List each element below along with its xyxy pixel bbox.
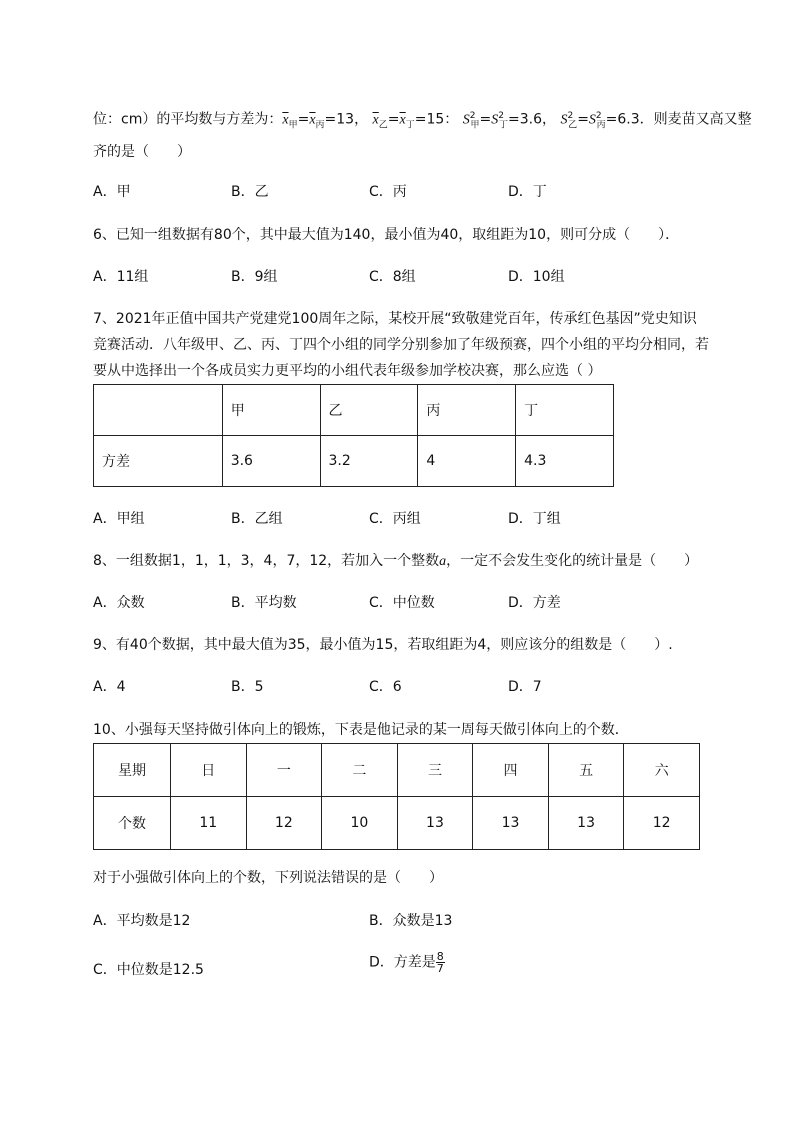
q6-option-b[interactable]: B．9组 xyxy=(231,269,278,285)
q9-option-c[interactable]: C．6 xyxy=(369,679,402,695)
q8-option-b[interactable]: B．平均数 xyxy=(231,595,297,611)
table-cell: 12 xyxy=(246,797,322,850)
q9-option-b[interactable]: B．5 xyxy=(231,679,264,695)
table-header: 五 xyxy=(548,744,624,797)
table-cell: 4.3 xyxy=(516,436,614,487)
q10-option-d[interactable]: D．方差是 $\frac{8}{7}$ xyxy=(369,950,444,975)
q5-option-c[interactable]: C．丙 xyxy=(369,184,407,200)
q5-option-b[interactable]: B．乙 xyxy=(231,184,269,200)
q7-stem-line1: 7、2021年正值中国共产党建党100周年之际，某校开展“致敬建党百年，传承红色基因”党史知识 xyxy=(93,311,697,327)
table-cell: 12 xyxy=(624,797,700,850)
q9-option-a[interactable]: A．4 xyxy=(93,679,126,695)
table-row-label: 方差 xyxy=(94,436,223,487)
q6-option-c[interactable]: C．8组 xyxy=(369,269,416,285)
table-header: 六 xyxy=(624,744,700,797)
q5-option-d[interactable]: D．丁 xyxy=(508,184,547,200)
q10-stem: 10、小强每天坚持做引体向上的锻炼，下表是他记录的某一周每天做引体向上的个数． xyxy=(93,722,629,738)
table-header: 丁 xyxy=(516,385,614,436)
q10-question: 对于小强做引体向上的个数，下列说法错误的是（ ） xyxy=(93,870,443,886)
q6-option-d[interactable]: D．10组 xyxy=(508,269,565,285)
q5-option-a[interactable]: A．甲 xyxy=(93,184,131,200)
q7-option-b[interactable]: B．乙组 xyxy=(231,511,283,527)
table-cell: 13 xyxy=(397,797,473,850)
table-header: 甲 xyxy=(222,385,320,436)
q5-line2: 齐的是（ ） xyxy=(93,144,191,160)
q8-option-d[interactable]: D．方差 xyxy=(508,595,561,611)
table-header: 三 xyxy=(397,744,473,797)
q6-option-a[interactable]: A．11组 xyxy=(93,269,149,285)
q7-stem-line3: 要从中选择出一个各成员实力更平均的小组代表年级参加学校决赛，那么应选（ ） xyxy=(93,363,602,379)
table-header: 乙 xyxy=(320,385,418,436)
table-row xyxy=(94,436,614,487)
table-header: 日 xyxy=(171,744,247,797)
q6-stem: 6、已知一组数据有80个，其中最大值为140，最小值为40，取组距为10，则可分成（ ）． xyxy=(93,227,680,243)
q10-option-a[interactable]: A．平均数是12 xyxy=(93,913,191,929)
q8-option-a[interactable]: A．众数 xyxy=(93,595,145,611)
table-row xyxy=(94,744,700,797)
table-header: 星期 xyxy=(94,744,171,797)
q10-pullup-table xyxy=(93,743,700,850)
q7-stem-line2: 竞赛活动．八年级甲、乙、丙、丁四个小组的同学分别参加了年级预赛，四个小组的平均分相同，若 xyxy=(93,337,709,353)
q8-stem: 8、一组数据1，1，1，3，4，7，12，若加入一个整数a，一定不会发生变化的统计量是（ ） xyxy=(93,553,699,569)
table-row-label: 个数 xyxy=(94,797,171,850)
table-header: 二 xyxy=(322,744,398,797)
table-cell xyxy=(94,385,223,436)
fraction: $\frac{8}{7}$ xyxy=(436,950,444,975)
q10-option-c[interactable]: C．中位数是12.5 xyxy=(93,962,204,978)
table-cell: 4 xyxy=(418,436,516,487)
table-cell: 13 xyxy=(473,797,549,850)
table-cell: 11 xyxy=(171,797,247,850)
q5-line1: 位：cm）的平均数与方差为：$\overline{x}_甲=\overline{x}_丙=13$， $\overline{x}_乙=\overline{x}_丁=15$： $S^2_甲=S^2_丁=3.6$， $S^2_乙=S^2_丙=6.3$．则麦苗又高又整 xyxy=(93,111,752,131)
table-header: 丙 xyxy=(418,385,516,436)
q7-option-d[interactable]: D．丁组 xyxy=(508,511,561,527)
q8-option-c[interactable]: C．中位数 xyxy=(369,595,435,611)
table-row xyxy=(94,385,614,436)
q9-option-d[interactable]: D．7 xyxy=(508,679,542,695)
table-cell: 3.6 xyxy=(222,436,320,487)
table-cell: 10 xyxy=(322,797,398,850)
table-header: 一 xyxy=(246,744,322,797)
q9-stem: 9、有40个数据，其中最大值为35，最小值为15，若取组距为4，则应该分的组数是（ ）. xyxy=(93,637,673,653)
table-header: 四 xyxy=(473,744,549,797)
q7-option-a[interactable]: A．甲组 xyxy=(93,511,145,527)
q7-variance-table xyxy=(93,384,614,487)
table-cell: 3.2 xyxy=(320,436,418,487)
q7-option-c[interactable]: C．丙组 xyxy=(369,511,421,527)
table-cell: 13 xyxy=(548,797,624,850)
q5-text: 位：cm）的平均数与方差为： xyxy=(93,111,283,128)
q10-option-b[interactable]: B．众数是13 xyxy=(369,913,453,929)
table-row xyxy=(94,797,700,850)
